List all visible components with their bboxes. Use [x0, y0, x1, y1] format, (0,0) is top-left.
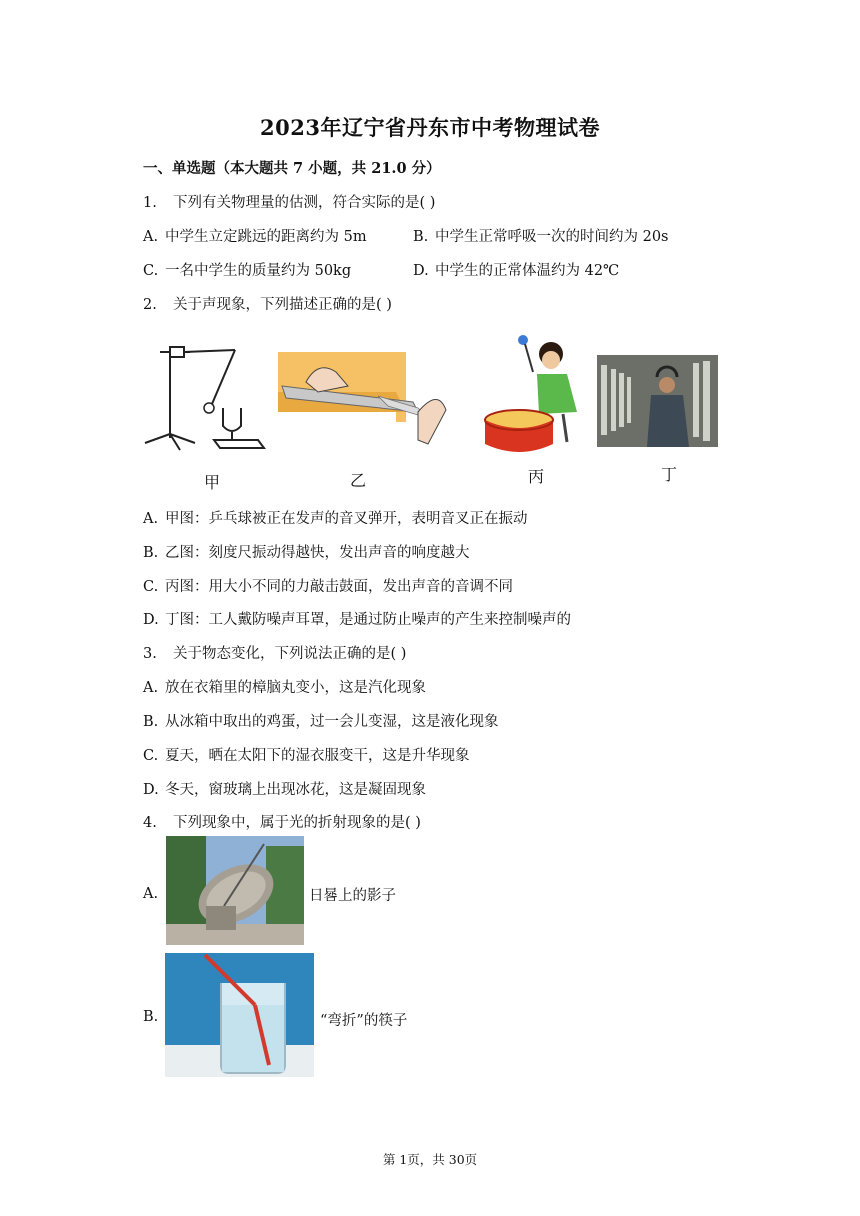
option-text: 冬天，窗玻璃上出现冰花，这是凝固现象: [165, 782, 426, 798]
option-text: 甲图：乒乓球被正在发声的音叉弹开，表明音叉正在振动: [165, 511, 528, 527]
question-3-option-c: [143, 744, 470, 765]
option-text: 中学生立定跳远的距离约为 5m: [165, 229, 367, 245]
option-letter: D.: [143, 612, 159, 628]
figure-ding-factory-photo: [597, 355, 718, 447]
option-letter: B.: [143, 714, 159, 730]
question-3-stem: [143, 642, 406, 663]
question-number: 3.: [143, 646, 157, 662]
option-letter: C.: [143, 263, 159, 279]
question-text: 关于物态变化，下列说法正确的是( ): [173, 646, 407, 662]
question-4-option-a-text: 日晷上的影子: [309, 888, 396, 904]
page-title: 2023年辽宁省丹东市中考物理试卷: [260, 115, 600, 140]
option-text: 中学生正常呼吸一次的时间约为 20s: [435, 229, 669, 245]
figure-yi-ruler: [278, 352, 453, 450]
question-text: 下列有关物理量的估测，符合实际的是( ): [173, 195, 436, 211]
question-1-stem: [143, 191, 435, 212]
question-number: 4.: [143, 815, 157, 831]
option-text: 丁图：工人戴防噪声耳罩，是通过防止噪声的产生来控制噪声的: [165, 612, 571, 628]
option-text: 一名中学生的质量约为 50kg: [165, 263, 352, 279]
option-text: 从冰箱中取出的鸡蛋，过一会儿变湿，这是液化现象: [165, 714, 499, 730]
option-letter: A.: [143, 229, 159, 245]
question-4-option-b-text: “弯折”的筷子: [320, 1013, 408, 1029]
question-1-option-a: [143, 225, 367, 246]
question-4-option-a-letter: A.: [143, 886, 159, 902]
question-1-option-d: [413, 259, 619, 280]
option-text: 丙图：用大小不同的力敲击鼓面，发出声音的音调不同: [165, 579, 513, 595]
sundial-photo: [166, 836, 304, 945]
question-4-stem: [143, 811, 421, 832]
question-3-option-a: [143, 676, 426, 697]
question-2-option-a: [143, 507, 528, 528]
question-2-option-d: [143, 608, 571, 629]
question-2-stem: [143, 293, 392, 314]
bent-chopstick-photo: [165, 953, 314, 1077]
question-2-option-b: [143, 541, 470, 562]
question-4-option-b-letter: B.: [143, 1009, 159, 1025]
option-letter: C.: [143, 748, 159, 764]
figure-label-jia: 甲: [204, 473, 221, 492]
option-text: 乙图：刻度尺振动得越快，发出声音的响度越大: [165, 545, 470, 561]
option-letter: C.: [143, 579, 159, 595]
question-number: 2.: [143, 297, 157, 313]
figure-label-yi: 乙: [350, 471, 367, 490]
figure-label-bing: 丙: [528, 467, 545, 486]
figure-bing-drum: [481, 332, 581, 460]
question-number: 1.: [143, 195, 157, 211]
option-letter: A.: [143, 680, 159, 696]
option-letter: A.: [143, 511, 159, 527]
option-letter: B.: [413, 229, 429, 245]
question-2-option-c: [143, 575, 513, 596]
question-text: 关于声现象，下列描述正确的是( ): [173, 297, 392, 313]
figure-label-ding: 丁: [661, 465, 678, 484]
option-text: 夏天，晒在太阳下的湿衣服变干，这是升华现象: [165, 748, 470, 764]
option-letter: D.: [143, 782, 159, 798]
option-text: 中学生的正常体温约为 42℃: [435, 263, 620, 279]
question-3-option-b: [143, 710, 499, 731]
question-text: 下列现象中，属于光的折射现象的是( ): [173, 815, 421, 831]
question-1-option-c: [143, 259, 351, 280]
figure-jia-tuning-fork: [140, 338, 270, 460]
option-letter: B.: [143, 545, 159, 561]
question-3-option-d: [143, 778, 426, 799]
page-footer: 第 1页，共 30页: [382, 1152, 478, 1167]
question-1-option-b: [413, 225, 669, 246]
section-heading: 一、单选题（本大题共 7 小题，共 21.0 分）: [143, 160, 441, 177]
option-text: 放在衣箱里的樟脑丸变小，这是汽化现象: [165, 680, 426, 696]
option-letter: D.: [413, 263, 429, 279]
